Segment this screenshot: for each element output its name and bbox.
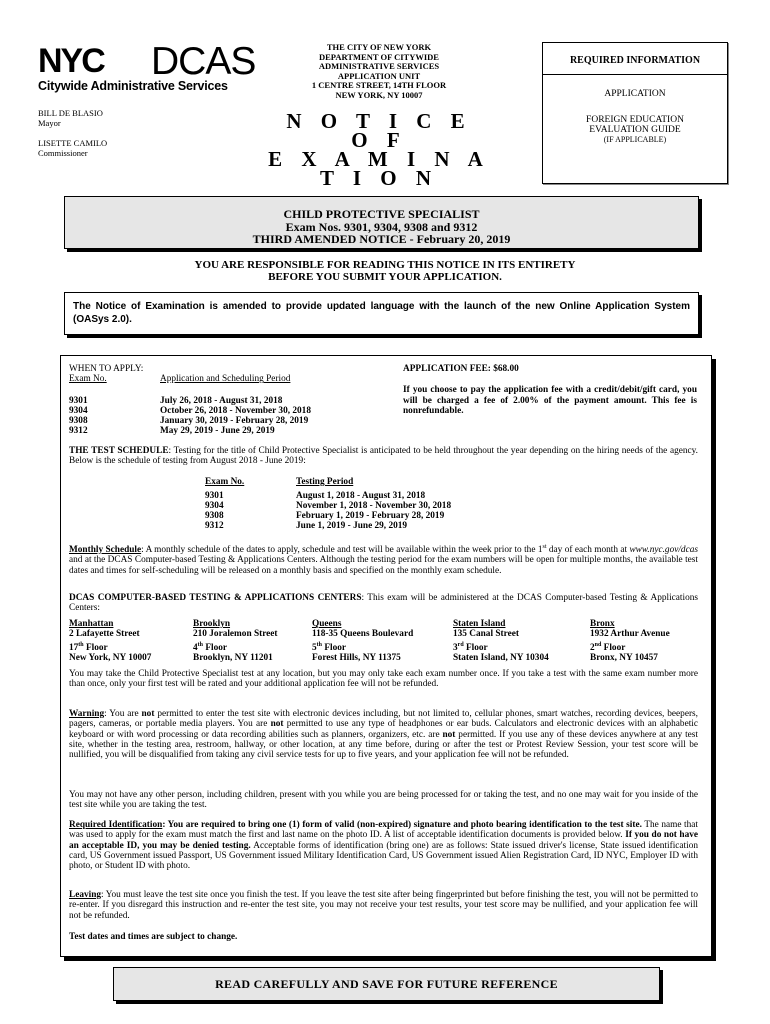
center-floor-number: 5 [312, 642, 317, 653]
testing-period: June 1, 2019 - June 29, 2019 [296, 521, 408, 531]
identification-paragraph [69, 820, 698, 871]
required-item-note: (IF APPLICABLE) [603, 135, 667, 144]
col-header-testing-period: Testing Period [296, 477, 354, 487]
warning-heading: Warning [69, 709, 105, 719]
exam-number: 9301 [205, 491, 224, 501]
exam-title-box [64, 196, 699, 249]
leaving-paragraph [69, 890, 698, 921]
identification-text: The name that was used to apply for the exam must match the first and last name on the photo ID. A list of acceptable identification documents is provided below. [69, 820, 698, 841]
ordinal-suffix: th [197, 641, 203, 648]
warning-emphasis: not [442, 729, 456, 740]
nyc-logo [38, 44, 146, 76]
notice-of-examination-title [254, 109, 504, 190]
ordinal-suffix: nd [594, 641, 602, 648]
identification-warning: If you do not have an acceptable ID, you may be denied testing. [69, 830, 698, 851]
warning-text: : You are [104, 709, 142, 719]
testing-centers-list [69, 619, 704, 661]
testing-period: November 1, 2018 - November 30, 2018 [296, 501, 452, 511]
address-line: NEW YORK, NY 10007 [335, 89, 423, 100]
col-header-exam-no: Exam No. [205, 477, 245, 487]
test-schedule-paragraph [69, 446, 698, 467]
exam-number: 9312 [69, 426, 88, 437]
leaving-text: : You must leave the test site once you finish the test. If you leave the test site after being fingerprinted but before finishing the test, you will not be permitted to re-enter. If you disregard this instruction and re-enter the test site, you may not receive your test results, your test score may be nullified, and your application fee will not be refunded. [69, 890, 698, 921]
exam-title: CHILD PROTECTIVE SPECIALIST [283, 207, 480, 221]
title-word: N O T I C E [286, 109, 472, 133]
divider [543, 74, 727, 75]
center-staten-island [453, 619, 549, 663]
read-carefully-banner: READ CAREFULLY AND SAVE FOR FUTURE REFERENCE [113, 967, 660, 1001]
center-street: 1932 Arthur Avenue [590, 629, 670, 640]
center-bronx [590, 619, 670, 663]
testing-period: February 1, 2019 - February 28, 2019 [296, 511, 445, 521]
exam-numbers: Exam Nos. 9301, 9304, 9308 and 9312 [285, 219, 478, 234]
testing-period-table [205, 477, 565, 532]
exam-number: 9304 [69, 406, 88, 417]
center-floor-number: 17 [69, 642, 79, 653]
ordinal-suffix: st [542, 544, 547, 550]
application-period: January 30, 2019 - February 28, 2019 [160, 416, 309, 427]
center-floor-label: Floor [203, 642, 228, 653]
center-street: 2 Lafayette Street [69, 629, 140, 640]
center-city: Brooklyn, NY 11201 [193, 652, 273, 663]
exam-number: 9308 [69, 416, 88, 427]
identification-heading: Required Identification [69, 820, 163, 830]
application-period: October 26, 2018 - November 30, 2018 [160, 406, 311, 417]
exam-number: 9304 [205, 501, 224, 511]
exam-number: 9301 [69, 396, 88, 407]
officials-block [38, 108, 107, 158]
address-line: APPLICATION UNIT [337, 70, 421, 81]
agency-name: Citywide Administrative Services [38, 79, 228, 93]
address-line: THE CITY OF NEW YORK [326, 42, 432, 52]
application-fee-section [403, 364, 697, 416]
dcas-logo: DCAS [151, 40, 256, 83]
testing-period: August 1, 2018 - August 31, 2018 [296, 491, 426, 501]
leaving-heading: Leaving [69, 890, 102, 900]
monthly-schedule-text: and at the DCAS Computer-based Testing & Applications Centers. Although the testing period for the exam numbers will be open for multiple months, the available test dates and times for self-scheduling will be released on a monthly basis and specified on the monthly exam schedule. [69, 555, 698, 576]
center-city: Bronx, NY 10457 [590, 652, 658, 663]
exam-number: 9312 [205, 521, 224, 531]
required-item-foreign-education [543, 116, 727, 135]
warning-text: permitted. If you use any of these devices anywhere at any test site, whether in the testing area, restroom, hallway, or other location, at any time before, during or after the test or Protest Review Session, your test score will be nullified, you will be disqualified from taking any civil service tests for up to five years, and your application fee will not be refunded. [69, 729, 698, 761]
center-floor-number: 4 [193, 642, 198, 653]
required-item-line: EVALUATION GUIDE [589, 124, 681, 135]
title-word: O F [351, 128, 407, 152]
center-manhattan [69, 619, 151, 663]
when-to-apply-heading: WHEN TO APPLY: [69, 364, 144, 374]
monthly-schedule-heading: Monthly Schedule [69, 545, 142, 556]
responsibility-line: BEFORE YOU SUBMIT YOUR APPLICATION. [268, 271, 502, 283]
center-street: 135 Canal Street [453, 629, 519, 640]
application-period: May 29, 2019 - June 29, 2019 [160, 426, 275, 437]
col-header-exam-no: Exam No. [69, 374, 107, 385]
take-once-paragraph: You may take the Child Protective Specialist test at any location, but you may only take each exam number once. If you take a test with the same exam number more than once, only your first test will be rated and your additional application fee will not be refunded. [69, 669, 698, 690]
application-period: July 26, 2018 - August 31, 2018 [160, 396, 283, 407]
test-schedule-text: : Testing for the title of Child Protective Specialist is anticipated to be held throughout the year depending on the hiring needs of the agency. Below is the schedule of testing from August 2018 - June 2019: [69, 446, 698, 467]
commissioner-title: Commissioner [38, 148, 88, 158]
amendment-note: The Notice of Examination is amended to provide updated language with the launch of the new Online Application System (OASys 2.0). [73, 301, 690, 325]
address-line: DEPARTMENT OF CITYWIDE [319, 51, 439, 62]
required-item-application: APPLICATION [604, 89, 666, 99]
address-line: 1 CENTRE STREET, 14TH FLOOR [311, 80, 447, 90]
center-floor-label: Floor [601, 642, 626, 653]
center-street: 118-35 Queens Boulevard [312, 629, 414, 640]
center-city: Staten Island, NY 10304 [453, 652, 549, 663]
testing-centers-paragraph [69, 593, 698, 614]
ordinal-suffix: th [316, 641, 322, 648]
testing-centers-heading: DCAS COMPUTER-BASED TESTING & APPLICATIONS CENTERS [69, 593, 362, 603]
center-borough: Bronx [590, 619, 615, 629]
responsibility-line: YOU ARE RESPONSIBLE FOR READING THIS NOTICE IN ITS ENTIRETY [194, 259, 576, 271]
col-header-application-period: Application and Scheduling Period [160, 374, 291, 385]
center-queens [312, 619, 413, 663]
center-floor-label: Floor [322, 642, 347, 653]
warning-text: permitted to use any type of headphones or ear buds. Calculators and electronic devices with an alphabetic keyboard or with word processing or data recording abilities such as planners, organizers, etc. are [69, 719, 698, 740]
required-information-box [542, 42, 728, 184]
exam-number: 9308 [205, 511, 224, 521]
center-floor-label: Floor [83, 642, 108, 653]
title-word: E X A M I N A T I O N [268, 147, 490, 190]
testing-centers-text: : This exam will be administered at the DCAS Computer-based Testing & Applications Centers: [69, 593, 698, 614]
center-floor-number: 3 [453, 642, 458, 653]
warning-text: permitted to enter the test site with electronic devices including, but not limited to, cellular phones, smart watches, recording devices, beepers, pagers, cameras, or portable media players. You are [69, 709, 698, 730]
mayor-name: BILL DE BLASIO [38, 108, 103, 118]
when-to-apply-section [69, 364, 389, 437]
identification-text: Acceptable forms of identification (bring one) are as follows: State issued driver's license, State issued identification card, US Government issued Passport, US Government issued Military Identification Card, US Government issued Alien Registration Card, ID NYC, Employer ID with photo, or Student ID with photo. [69, 840, 698, 872]
center-brooklyn [193, 619, 278, 663]
agency-address [292, 43, 466, 100]
mayor-title: Mayor [38, 118, 61, 128]
ordinal-suffix: th [78, 641, 84, 648]
center-city: New York, NY 10007 [69, 652, 152, 663]
amended-notice-date: THIRD AMENDED NOTICE - February 20, 2019 [252, 232, 511, 246]
dcas-website-link[interactable]: www.nyc.gov/dcas [629, 545, 698, 556]
center-street: 210 Joralemon Street [193, 629, 278, 640]
application-fee-heading: APPLICATION FEE: $68.00 [403, 364, 519, 374]
ordinal-suffix: rd [457, 641, 464, 648]
monthly-schedule-text: day of each month at [546, 545, 630, 556]
monthly-schedule-text: : A monthly schedule of the dates to apply, schedule and test will be available within the week prior to the 1 [141, 545, 543, 556]
test-schedule-heading: THE TEST SCHEDULE [69, 446, 169, 456]
subject-to-change-note: Test dates and times are subject to change. [69, 932, 238, 942]
svg-text:NYC: NYC [38, 44, 104, 76]
center-borough: Staten Island [453, 619, 506, 629]
center-borough: Manhattan [69, 619, 114, 629]
center-borough: Brooklyn [193, 619, 231, 629]
center-floor-label: Floor [463, 642, 488, 653]
no-other-persons-paragraph: You may not have any other person, including children, present with you while you are being processed for or taking the test, and no one may wait for you inside of the test site while you are taking the test. [69, 790, 698, 811]
identification-requirement: : You are required to bring one (1) form of valid (non-expired) signature and photo bearing identification to the test site. [162, 820, 642, 830]
responsibility-statement [100, 259, 670, 283]
center-city: Forest Hills, NY 11375 [312, 652, 401, 663]
required-item-line: FOREIGN EDUCATION [586, 115, 684, 125]
commissioner-name: LISETTE CAMILO [38, 138, 108, 148]
monthly-schedule-paragraph [69, 542, 698, 576]
center-borough: Queens [312, 619, 342, 629]
center-floor-number: 2 [590, 642, 595, 653]
address-line: ADMINISTRATIVE SERVICES [318, 61, 440, 71]
warning-emphasis: not [141, 709, 155, 719]
required-info-heading: REQUIRED INFORMATION [569, 55, 701, 66]
warning-emphasis: not [270, 719, 284, 730]
warning-paragraph [69, 709, 698, 760]
amendment-note-box [64, 292, 699, 335]
application-fee-text: If you choose to pay the application fee with a credit/debit/gift card, you will be charged a fee of 2.00% of the payment amount. This fee is nonrefundable. [403, 385, 697, 416]
